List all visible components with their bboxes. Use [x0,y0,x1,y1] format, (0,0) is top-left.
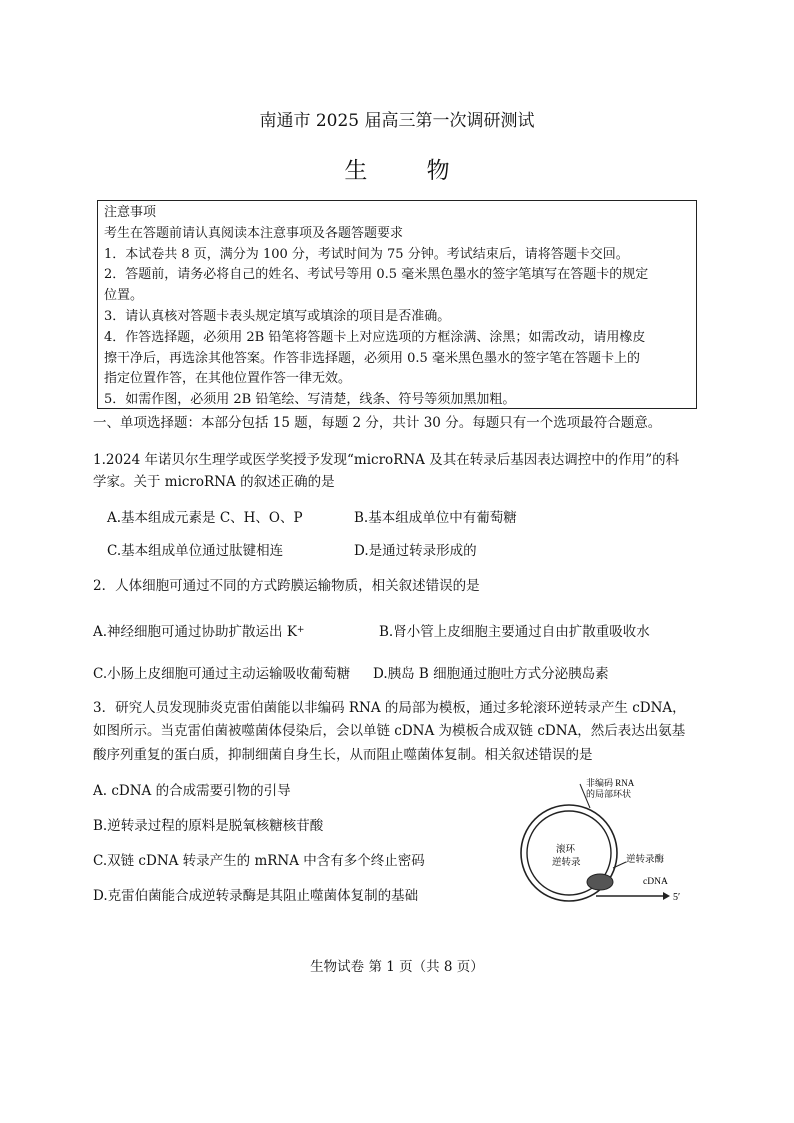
label-cdna: cDNA [643,877,668,887]
potassium-charge: + [296,625,305,635]
question-3-stem-line3: 酸序列重复的蛋白质，抑制细菌自身生长，从而阻止噬菌体复制。相关叙述错误的是 [93,747,593,763]
question-3-option-b: B.逆转录过程的原料是脱氧核糖核苷酸 [93,818,324,834]
page-footer: 生物试卷 第 1 页（共 8 页） [310,959,484,975]
label-ring-line1: 非编码 RNA [586,778,635,788]
section-heading: 一、单项选择题：本部分包括 15 题，每题 2 分，共计 30 分。每题只有一个选项最符合题意。 [93,415,662,431]
question-2-stem: 2．人体细胞可通过不同的方式跨膜运输物质，相关叙述错误的是 [93,578,480,594]
cdna-arrowhead [663,892,670,900]
notice-line: 考生在答题前请认真阅读本注意事项及各题答题要求 [104,225,404,241]
question-3-option-d: D.克雷伯菌能合成逆转录酶是其阻止噬菌体复制的基础 [93,888,419,904]
question-1-option-a: A.基本组成元素是 C、H、O、P [107,510,303,526]
notice-line: 3．请认真核对答题卡表头规定填写或填涂的项目是否准确。 [104,308,451,324]
notice-line: 1．本试卷共 8 页，满分为 100 分，考试时间为 75 分钟。考试结束后，请将答题卡交回。 [104,246,629,262]
question-1-stem-line1: 1.2024 年诺贝尔生理学或医学奖授予发现“microRNA 及其在转录后基因表达调控中的作用”的科 [93,452,680,468]
label-five-prime: 5′ [673,892,681,903]
exam-title: 南通市 2025 届高三第一次调研测试 [259,111,535,131]
question-3-option-c: C.双链 cDNA 转录产生的 mRNA 中含有多个终止密码 [93,853,425,869]
question-1-option-c: C.基本组成单位通过肽键相连 [107,543,284,559]
question-3-stem-line1: 3．研究人员发现肺炎克雷伯菌能以非编码 RNA 的局部为模板，通过多轮滚环逆转录产生 cDNA， [93,700,686,716]
notice-line: 擦干净后，再选涂其他答案。作答非选择题，必须用 0.5 毫米黑色墨水的签字笔在答题卡上的 [104,350,640,366]
label-enzyme: 逆转录酶 [626,855,665,865]
notice-line: 4．作答选择题，必须用 2B 铅笔将答题卡上对应选项的方框涂满、涂黑；如需改动，请用橡皮 [104,329,646,345]
question-2-option-b: B.肾小管上皮细胞主要通过自由扩散重吸收水 [379,624,650,640]
subject-title: 生 物 [344,158,476,184]
question-1-stem-line2: 学家。关于 microRNA 的叙述正确的是 [93,474,335,490]
label-ring-line2: 的局部环状 [586,789,632,799]
label-center-line1: 滚环 [556,845,576,855]
question-3-stem-line2: 如图所示。当克雷伯菌被噬菌体侵染后，会以单链 cDNA 为模板合成双链 cDNA，然后表达出氨基 [93,723,686,739]
question-2-option-c: C.小肠上皮细胞可通过主动运输吸收葡萄糖 [93,666,351,682]
label-center-line2: 逆转录 [552,858,581,868]
notice-line: 位置。 [104,288,144,304]
reverse-transcriptase-shape [587,874,613,890]
notice-line: 指定位置作答，在其他位置作答一律无效。 [104,371,352,387]
question-1-option-b: B.基本组成单位中有葡萄糖 [354,510,517,526]
notice-heading: 注意事项 [104,205,157,220]
question-2-option-a-text: A.神经细胞可通过协助扩散运出 K [93,624,297,640]
notice-line: 2．答题前，请务必将自己的姓名、考试号等用 0.5 毫米黑色墨水的签字笔填写在答题卡的规定 [104,267,649,283]
question-1-option-d: D.是通过转录形成的 [354,543,477,559]
question-2-option-a [93,622,304,642]
question-3-option-a: A. cDNA 的合成需要引物的引导 [93,783,291,799]
rolling-circle-diagram [510,776,700,906]
question-2-option-d: D.胰岛 B 细胞通过胞吐方式分泌胰岛素 [373,666,609,682]
notice-line: 5．如需作图，必须用 2B 铅笔绘、写清楚，线条、符号等须加黑加粗。 [104,392,516,408]
notice-box [97,200,697,409]
